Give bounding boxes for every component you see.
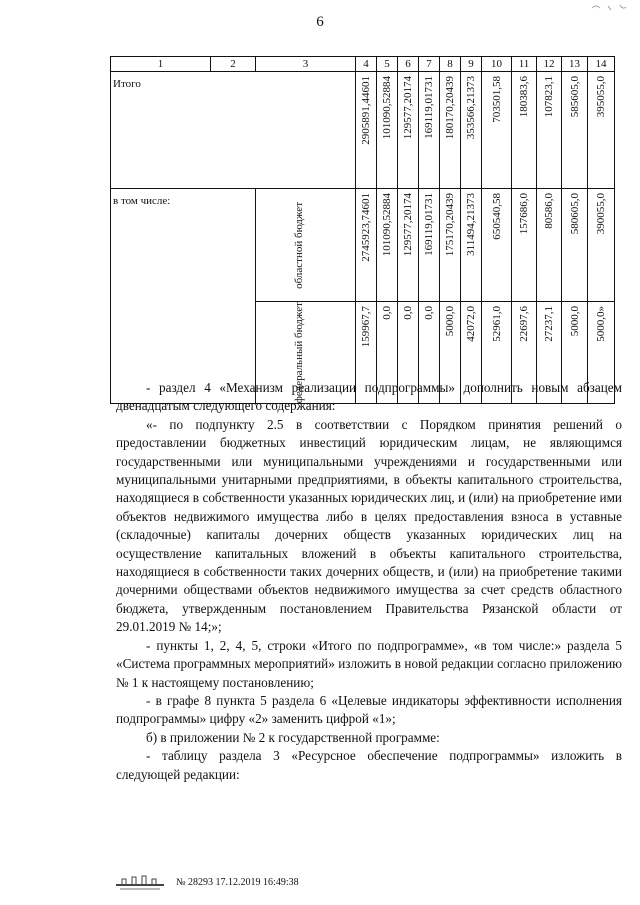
budget-source-cell <box>256 189 356 302</box>
value-text: 390055,0 <box>595 193 607 235</box>
column-header: 6 <box>398 57 419 72</box>
column-header: 2 <box>211 57 256 72</box>
column-header: 13 <box>562 57 588 72</box>
value-text: 585605,0 <box>568 76 581 118</box>
value-text: 2905891,44601 <box>360 76 372 145</box>
value-cell <box>537 72 562 189</box>
value-text: 22697,6 <box>518 306 530 342</box>
table-row <box>111 189 615 302</box>
value-text: 129577,20174 <box>402 76 414 140</box>
value-cell <box>377 189 398 302</box>
value-text: 157686,0 <box>518 193 530 235</box>
value-cell <box>588 189 615 302</box>
column-header: 8 <box>440 57 461 72</box>
value-cell <box>398 72 419 189</box>
value-text: 129577,20174 <box>402 193 414 257</box>
registration-stamp: № 28293 17.12.2019 16:49:38 <box>176 876 299 888</box>
paragraph: б) в приложении № 2 к государственной программе: <box>146 729 440 745</box>
value-cell <box>419 72 440 189</box>
value-text: 5000,0 <box>568 306 581 337</box>
paragraph: - таблицу раздела 3 «Ресурсное обеспечение подпрограммы» изложить в следующей редакции: <box>116 748 622 782</box>
value-text: 42072,0 <box>465 306 477 342</box>
budget-table <box>110 56 615 404</box>
value-cell <box>398 189 419 302</box>
paragraph: - в графе 8 пункта 5 раздела 6 «Целевые индикаторы эффективности исполнения подпрограммы» цифру «2» заменить цифрой «1»; <box>116 692 622 727</box>
value-cell <box>562 72 588 189</box>
corner-marks-icon <box>590 2 630 14</box>
value-text: 0,0 <box>423 306 435 320</box>
value-cell <box>461 72 482 189</box>
value-text: 180383,6 <box>518 76 530 118</box>
value-text: 27237,1 <box>543 306 555 342</box>
value-text: 169119,01731 <box>423 193 435 256</box>
value-cell <box>588 72 615 189</box>
value-text: 650540,58 <box>490 193 503 240</box>
column-header: 14 <box>588 57 615 72</box>
value-text: 80586,0 <box>543 193 555 229</box>
value-text: 0,0 <box>402 306 414 320</box>
value-cell <box>482 189 512 302</box>
table-row <box>111 72 615 189</box>
value-text: 52961,0 <box>490 306 503 342</box>
column-header: 9 <box>461 57 482 72</box>
value-text: 0,0 <box>381 306 393 320</box>
column-header: 7 <box>419 57 440 72</box>
paragraph: - пункты 1, 2, 4, 5, строки «Итого по подпрограмме», «в том числе:» раздела 5 «Система программных мероприятий» изложить в новой редакции согласно приложению № 1 к настоящему постановлению; <box>116 637 622 690</box>
value-cell <box>482 72 512 189</box>
column-header: 1 <box>111 57 211 72</box>
value-text: 101090,52884 <box>381 76 393 140</box>
value-cell <box>512 72 537 189</box>
value-text: 159967,7 <box>360 306 372 348</box>
value-text: 107823,1 <box>543 76 555 118</box>
table-header-row <box>111 57 615 72</box>
value-cell <box>512 189 537 302</box>
value-cell <box>461 189 482 302</box>
value-cell <box>377 72 398 189</box>
budget-source-label: областной бюджет <box>292 201 305 289</box>
value-text: 5000,0 <box>444 306 456 337</box>
value-text: 5000,0» <box>595 306 607 342</box>
body-text <box>116 379 622 784</box>
value-text: 175170,20439 <box>444 193 456 257</box>
column-header: 11 <box>512 57 537 72</box>
paragraph: «- по подпункту 2.5 в соответствии с Порядком принятия решений о предоставлении бюджетных инвестиций юридическим лицам, не являющимся государственными или муниципальными учреждениями и государственными или муниципальными унитарными предприятиями, в объекты капитального строительства, находящиеся в собственности указанных юридических лиц, и (или) на приобретение ими объектов недвижимого имущества либо в целях предоставления взноса в уставные (складочные) капиталы дочерних обществ указанных юридических лиц на осуществление капитальных вложений в объекты капитального строительства, находящиеся в собственности таких дочерних обществ, и (или) на приобретение такими дочерними обществами объектов недвижимого имущества за счет средств областного бюджета, утвержденным постановлением Правительства Рязанской области от 29.01.2019 № 14;»; <box>116 416 622 635</box>
value-cell <box>419 189 440 302</box>
value-cell <box>537 189 562 302</box>
column-header: 10 <box>482 57 512 72</box>
row-label: Итого <box>111 72 356 189</box>
value-cell <box>356 189 377 302</box>
row-label: в том числе: <box>111 189 256 404</box>
value-cell <box>356 72 377 189</box>
budget-source-label: федеральный бюджет <box>292 302 305 404</box>
column-header: 5 <box>377 57 398 72</box>
value-text: 169119,01731 <box>423 76 435 139</box>
value-cell <box>440 72 461 189</box>
column-header: 3 <box>256 57 356 72</box>
value-text: 180170,20439 <box>444 76 456 140</box>
value-cell <box>562 189 588 302</box>
value-text: 703501,58 <box>490 76 503 123</box>
organization-logo-icon <box>112 872 168 892</box>
footer <box>112 872 299 892</box>
value-text: 580605,0 <box>568 193 581 235</box>
value-cell <box>440 189 461 302</box>
value-text: 2745923,74601 <box>360 193 372 262</box>
column-header: 12 <box>537 57 562 72</box>
value-text: 353566,21373 <box>465 76 477 140</box>
page-number: 6 <box>316 14 324 30</box>
value-text: 101090,52884 <box>381 193 393 257</box>
value-text: 311494,21373 <box>465 193 477 256</box>
value-text: 395055,0 <box>595 76 607 118</box>
column-header: 4 <box>356 57 377 72</box>
paragraph: - раздел 4 «Механизм реализации подпрограммы» дополнить новым абзацем двенадцатым следующего содержания: <box>116 380 622 414</box>
